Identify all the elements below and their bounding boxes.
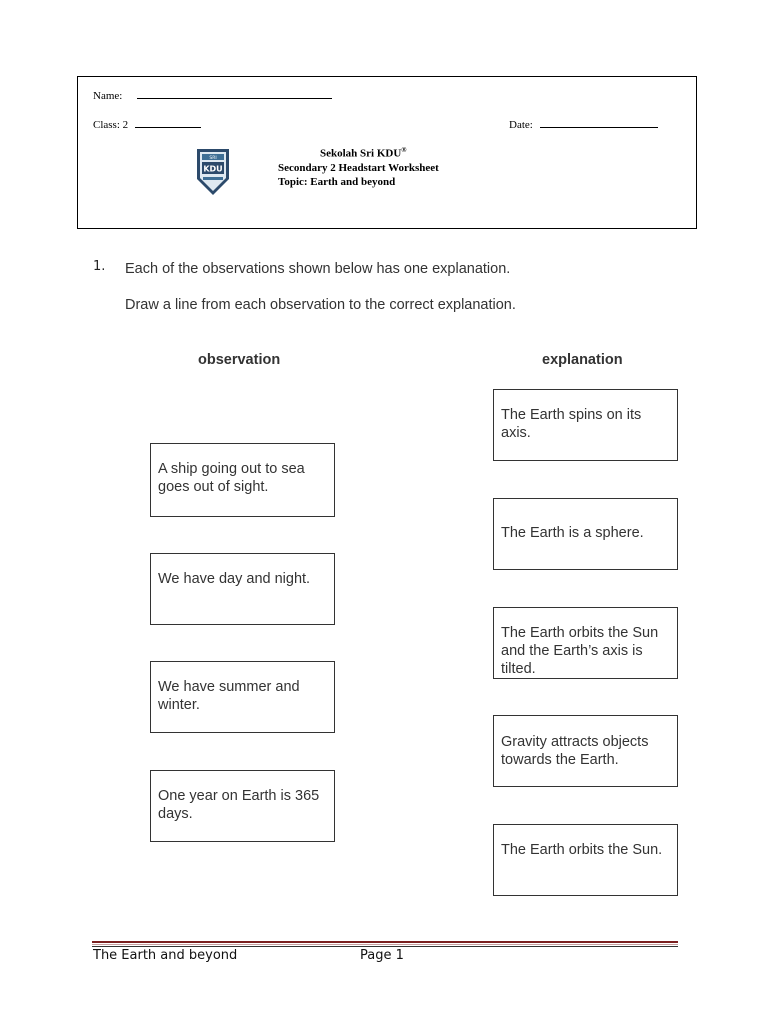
observation-box[interactable]: One year on Earth is 365 days. [150, 770, 335, 842]
worksheet-header [77, 76, 697, 229]
school-logo [195, 147, 231, 197]
question-number: 1. [93, 259, 106, 274]
name-blank[interactable] [137, 88, 332, 99]
logo-top-text: SRI [209, 156, 217, 161]
registered-mark: ® [401, 146, 407, 154]
explanation-header: explanation [542, 352, 623, 368]
footer-rule-thin [92, 946, 678, 947]
class-blank[interactable] [135, 117, 201, 128]
class-label: Class: 2 [93, 119, 129, 131]
date-field [509, 117, 658, 131]
school-name-line [278, 143, 439, 161]
date-blank[interactable] [540, 117, 658, 128]
footer-rule-light [92, 944, 678, 945]
question-line-2: Draw a line from each observation to the correct explanation. [125, 297, 516, 313]
observation-header: observation [198, 352, 281, 368]
observation-box[interactable]: We have day and night. [150, 553, 335, 625]
observation-box[interactable]: We have summer and winter. [150, 661, 335, 733]
worksheet-topic: Topic: Earth and beyond [278, 175, 396, 188]
footer-rule [92, 941, 678, 943]
worksheet-title: Secondary 2 Headstart Worksheet [278, 161, 439, 174]
page-number: Page 1 [360, 948, 404, 963]
explanation-box[interactable]: The Earth orbits the Sun. [493, 824, 678, 896]
name-label: Name: [93, 90, 123, 102]
date-label: Date: [509, 119, 533, 131]
class-field [93, 117, 201, 131]
explanation-box[interactable]: Gravity attracts objects towards the Earth. [493, 715, 678, 787]
explanation-box[interactable]: The Earth orbits the Sun and the Earth’s axis is tilted. [493, 607, 678, 679]
question-line-1: Each of the observations shown below has one explanation. [125, 261, 511, 277]
explanation-box[interactable]: The Earth is a sphere. [493, 498, 678, 570]
school-name: Sekolah Sri KDU [320, 147, 402, 160]
observation-box[interactable]: A ship going out to sea goes out of sight. [150, 443, 335, 517]
logo-text: KDU [203, 164, 223, 174]
explanation-box[interactable]: The Earth spins on its axis. [493, 389, 678, 461]
school-block [278, 143, 439, 189]
footer-title: The Earth and beyond [93, 948, 238, 963]
name-field [93, 88, 332, 102]
